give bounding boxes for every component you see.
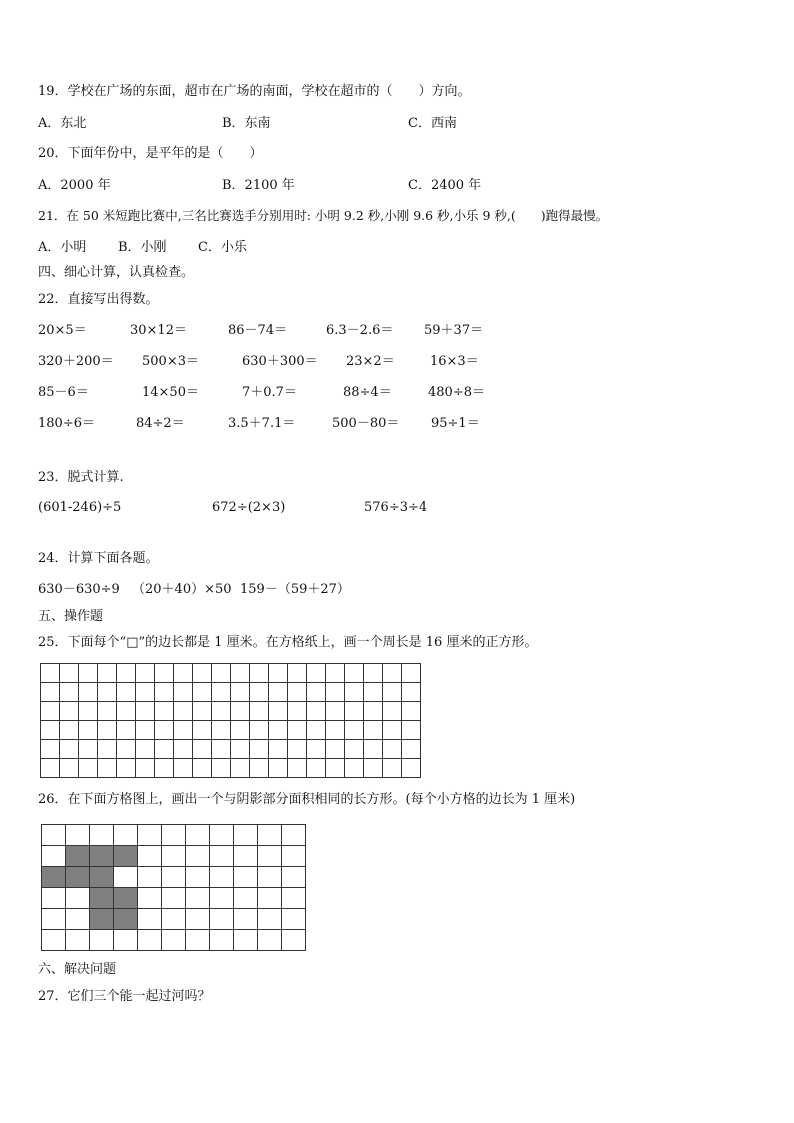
- q21-text: 21．在 50 米短跑比赛中,三名比赛选手分别用时: 小明 9.2 秒,小刚 9.6 秒,小乐 9 秒,( )跑得最慢。: [38, 208, 609, 223]
- grid-cell: [162, 867, 186, 888]
- grid-cell: [186, 846, 210, 867]
- grid-cell: [402, 702, 421, 721]
- grid-cell: [42, 909, 66, 930]
- grid-cell: [402, 759, 421, 778]
- grid-cell: [326, 664, 345, 683]
- q22-r3-c1: 85－6＝: [38, 385, 89, 400]
- q19-option-b: B．东南: [222, 116, 271, 131]
- grid-cell: [402, 664, 421, 683]
- q22-r4-c5: 95÷1＝: [431, 416, 480, 431]
- shaded-cell: [114, 888, 138, 909]
- grid-cell: [282, 846, 306, 867]
- grid-cell: [234, 825, 258, 846]
- grid-cell: [138, 909, 162, 930]
- grid-cell: [98, 702, 117, 721]
- grid-cell: [231, 740, 250, 759]
- q22-r4-c4: 500－80＝: [332, 416, 400, 431]
- grid-cell: [155, 721, 174, 740]
- grid-cell: [174, 759, 193, 778]
- grid-cell: [402, 721, 421, 740]
- q19-option-c: C．西南: [408, 116, 457, 131]
- grid-cell: [136, 759, 155, 778]
- q23-text: 23．脱式计算.: [38, 470, 124, 485]
- grid-cell: [42, 825, 66, 846]
- grid-cell: [345, 683, 364, 702]
- grid-cell: [345, 759, 364, 778]
- grid-cell: [136, 664, 155, 683]
- grid-cell: [41, 759, 60, 778]
- grid-cell: [326, 721, 345, 740]
- grid-cell: [326, 702, 345, 721]
- grid-cell: [193, 721, 212, 740]
- q20-option-c: C．2400 年: [408, 178, 482, 193]
- grid-cell: [136, 683, 155, 702]
- grid-cell: [307, 683, 326, 702]
- grid-cell: [212, 721, 231, 740]
- q22-r1-c4: 6.3－2.6＝: [326, 323, 394, 338]
- q22-r1-c2: 30×12＝: [130, 323, 187, 338]
- grid-cell: [258, 888, 282, 909]
- grid-cell: [138, 825, 162, 846]
- grid-cell: [60, 683, 79, 702]
- grid-cell: [402, 683, 421, 702]
- q24-item-1: 630－630÷9: [38, 582, 120, 597]
- q22-r2-c3: 630＋300＝: [242, 354, 318, 369]
- q21-option-a: A．小明: [38, 240, 87, 255]
- grid-cell: [210, 867, 234, 888]
- q22-r4-c2: 84÷2＝: [136, 416, 185, 431]
- grid-cell: [345, 721, 364, 740]
- q23-item-3: 576÷3÷4: [364, 500, 428, 515]
- grid-cell: [155, 702, 174, 721]
- grid-cell: [41, 740, 60, 759]
- q22-r2-c5: 16×3＝: [430, 354, 479, 369]
- grid-cell: [345, 740, 364, 759]
- grid-cell: [162, 846, 186, 867]
- grid-cell: [60, 702, 79, 721]
- grid-cell: [98, 721, 117, 740]
- grid-cell: [383, 683, 402, 702]
- grid-cell: [258, 867, 282, 888]
- grid-cell: [231, 683, 250, 702]
- q26-text: 26．在下面方格图上，画出一个与阴影部分面积相同的长方形。(每个小方格的边长为 1 厘米): [38, 792, 576, 807]
- grid-cell: [364, 759, 383, 778]
- shaded-cell: [90, 846, 114, 867]
- grid-cell: [282, 888, 306, 909]
- grid-cell: [193, 740, 212, 759]
- shaded-cell: [66, 846, 90, 867]
- grid-cell: [41, 702, 60, 721]
- grid-cell: [117, 740, 136, 759]
- grid-cell: [60, 721, 79, 740]
- grid-cell: [138, 930, 162, 951]
- grid-cell: [288, 721, 307, 740]
- q22-r1-c3: 86－74＝: [228, 323, 288, 338]
- q22-r3-c2: 14×50＝: [142, 385, 199, 400]
- shaded-cell: [90, 867, 114, 888]
- grid-cell: [193, 683, 212, 702]
- grid-cell: [269, 683, 288, 702]
- grid-cell: [60, 759, 79, 778]
- grid-cell: [174, 702, 193, 721]
- grid-cell: [269, 721, 288, 740]
- grid-cell: [269, 759, 288, 778]
- grid-cell: [136, 702, 155, 721]
- grid-cell: [234, 867, 258, 888]
- grid-cell: [79, 759, 98, 778]
- q22-r1-c5: 59＋37＝: [424, 323, 484, 338]
- grid-cell: [66, 888, 90, 909]
- grid-cell: [117, 702, 136, 721]
- grid-cell: [186, 930, 210, 951]
- grid-cell: [250, 759, 269, 778]
- q23-item-2: 672÷(2×3): [212, 500, 286, 515]
- grid-cell: [66, 825, 90, 846]
- grid-cell: [174, 664, 193, 683]
- grid-cell: [258, 930, 282, 951]
- grid-cell: [307, 740, 326, 759]
- q25-text: 25．下面每个“□”的边长都是 1 厘米。在方格纸上，画一个周长是 16 厘米的正方形。: [38, 635, 538, 650]
- shaded-cell: [42, 867, 66, 888]
- grid-cell: [174, 740, 193, 759]
- grid-cell: [383, 759, 402, 778]
- grid-cell: [288, 740, 307, 759]
- grid-cell: [231, 721, 250, 740]
- q27-text: 27．它们三个能一起过河吗？: [38, 989, 211, 1004]
- q20-option-a: A．2000 年: [38, 178, 111, 193]
- grid-cell: [42, 846, 66, 867]
- shaded-cell: [90, 888, 114, 909]
- section-5-heading: 五、操作题: [38, 609, 104, 624]
- q20-option-b: B．2100 年: [222, 178, 295, 193]
- grid-cell: [383, 664, 402, 683]
- grid-cell: [136, 740, 155, 759]
- grid-cell: [155, 683, 174, 702]
- grid-cell: [282, 825, 306, 846]
- square-grid-q25: [40, 663, 421, 778]
- q24-item-2: （20＋40）×50: [132, 582, 232, 597]
- grid-cell: [79, 683, 98, 702]
- grid-cell: [162, 888, 186, 909]
- section-6-heading: 六、解决问题: [38, 962, 117, 977]
- q22-r3-c5: 480÷8＝: [428, 385, 485, 400]
- grid-cell: [138, 867, 162, 888]
- q22-r3-c4: 88÷4＝: [343, 385, 392, 400]
- shaded-cell: [114, 846, 138, 867]
- q21-option-c: C．小乐: [198, 240, 247, 255]
- grid-cell: [98, 664, 117, 683]
- grid-cell: [212, 759, 231, 778]
- grid-cell: [98, 683, 117, 702]
- grid-cell: [307, 721, 326, 740]
- grid-cell: [288, 702, 307, 721]
- q22-r3-c3: 7＋0.7＝: [242, 385, 297, 400]
- grid-cell: [90, 825, 114, 846]
- grid-cell: [210, 930, 234, 951]
- grid-cell: [42, 930, 66, 951]
- grid-cell: [258, 825, 282, 846]
- grid-cell: [402, 740, 421, 759]
- grid-cell: [66, 909, 90, 930]
- grid-cell: [364, 740, 383, 759]
- q20-text: 20．下面年份中，是平年的是（ ）: [38, 146, 263, 161]
- grid-cell: [383, 721, 402, 740]
- grid-cell: [250, 664, 269, 683]
- grid-cell: [42, 888, 66, 909]
- q24-text: 24．计算下面各题。: [38, 551, 159, 566]
- grid-cell: [269, 740, 288, 759]
- grid-cell: [117, 664, 136, 683]
- grid-cell: [98, 759, 117, 778]
- grid-cell: [162, 825, 186, 846]
- grid-cell: [258, 909, 282, 930]
- grid-cell: [364, 683, 383, 702]
- grid-cell: [210, 909, 234, 930]
- shaded-cell: [114, 909, 138, 930]
- grid-cell: [79, 664, 98, 683]
- shaded-cell: [90, 909, 114, 930]
- grid-cell: [212, 702, 231, 721]
- grid-cell: [60, 740, 79, 759]
- grid-cell: [250, 721, 269, 740]
- grid-cell: [174, 683, 193, 702]
- section-4-heading: 四、细心计算，认真检查。: [38, 265, 195, 280]
- grid-cell: [79, 702, 98, 721]
- grid-cell: [212, 683, 231, 702]
- grid-cell: [212, 664, 231, 683]
- grid-cell: [162, 909, 186, 930]
- grid-cell: [117, 759, 136, 778]
- grid-cell: [234, 888, 258, 909]
- grid-cell: [364, 721, 383, 740]
- grid-cell: [155, 759, 174, 778]
- q19-option-a: A．东北: [38, 116, 87, 131]
- grid-cell: [138, 846, 162, 867]
- grid-cell: [231, 664, 250, 683]
- grid-cell: [345, 702, 364, 721]
- grid-cell: [79, 721, 98, 740]
- grid-cell: [193, 759, 212, 778]
- grid-cell: [383, 740, 402, 759]
- grid-cell: [186, 888, 210, 909]
- grid-cell: [234, 909, 258, 930]
- grid-cell: [307, 702, 326, 721]
- grid-cell: [307, 664, 326, 683]
- q23-item-1: (601-246)÷5: [38, 500, 122, 515]
- q24-item-3: 159－（59＋27）: [240, 582, 350, 597]
- grid-cell: [186, 825, 210, 846]
- grid-cell: [90, 930, 114, 951]
- grid-cell: [41, 721, 60, 740]
- grid-cell: [41, 664, 60, 683]
- grid-cell: [114, 825, 138, 846]
- q22-r1-c1: 20×5＝: [38, 323, 87, 338]
- shaded-grid-q26: [41, 824, 306, 951]
- grid-cell: [288, 664, 307, 683]
- grid-cell: [364, 664, 383, 683]
- grid-cell: [231, 759, 250, 778]
- q22-r2-c2: 500×3＝: [142, 354, 199, 369]
- grid-cell: [258, 846, 282, 867]
- grid-cell: [250, 740, 269, 759]
- grid-cell: [136, 721, 155, 740]
- grid-cell: [98, 740, 117, 759]
- grid-cell: [41, 683, 60, 702]
- grid-cell: [234, 846, 258, 867]
- grid-cell: [210, 888, 234, 909]
- q22-r2-c1: 320＋200＝: [38, 354, 114, 369]
- grid-cell: [345, 664, 364, 683]
- grid-cell: [383, 702, 402, 721]
- q19-text: 19．学校在广场的东面，超市在广场的南面，学校在超市的（ ）方向。: [38, 84, 471, 99]
- q22-r4-c1: 180÷6＝: [38, 416, 95, 431]
- grid-cell: [269, 702, 288, 721]
- grid-cell: [155, 664, 174, 683]
- grid-cell: [326, 740, 345, 759]
- grid-cell: [288, 683, 307, 702]
- grid-cell: [307, 759, 326, 778]
- grid-cell: [162, 930, 186, 951]
- grid-cell: [114, 867, 138, 888]
- grid-cell: [364, 702, 383, 721]
- grid-cell: [79, 740, 98, 759]
- grid-cell: [250, 683, 269, 702]
- grid-cell: [326, 683, 345, 702]
- grid-cell: [231, 702, 250, 721]
- grid-cell: [117, 683, 136, 702]
- grid-cell: [193, 702, 212, 721]
- q21-option-b: B．小刚: [118, 240, 167, 255]
- grid-cell: [250, 702, 269, 721]
- grid-cell: [174, 721, 193, 740]
- grid-cell: [186, 909, 210, 930]
- grid-cell: [66, 930, 90, 951]
- q22-r2-c4: 23×2＝: [346, 354, 395, 369]
- q22-text: 22．直接写出得数。: [38, 292, 159, 307]
- grid-cell: [282, 867, 306, 888]
- shaded-cell: [66, 867, 90, 888]
- grid-cell: [193, 664, 212, 683]
- grid-cell: [210, 825, 234, 846]
- grid-cell: [186, 867, 210, 888]
- grid-cell: [210, 846, 234, 867]
- grid-cell: [326, 759, 345, 778]
- grid-cell: [282, 930, 306, 951]
- grid-cell: [234, 930, 258, 951]
- grid-cell: [155, 740, 174, 759]
- grid-cell: [288, 759, 307, 778]
- grid-cell: [138, 888, 162, 909]
- q22-r4-c3: 3.5＋7.1＝: [228, 416, 296, 431]
- grid-cell: [212, 740, 231, 759]
- grid-cell: [269, 664, 288, 683]
- grid-cell: [60, 664, 79, 683]
- grid-cell: [117, 721, 136, 740]
- grid-cell: [114, 930, 138, 951]
- grid-cell: [282, 909, 306, 930]
